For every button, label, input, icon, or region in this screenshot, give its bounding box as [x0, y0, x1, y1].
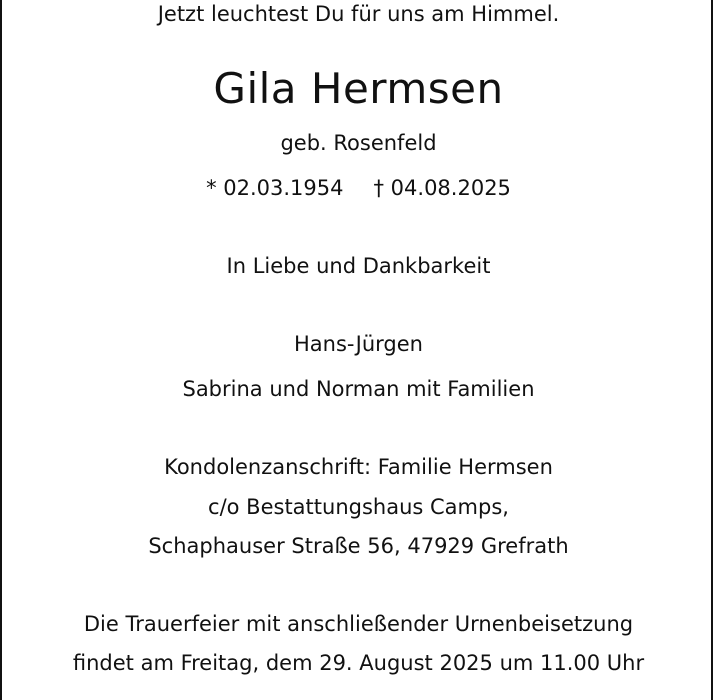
- condolence-address-line: c/o Bestattungshaus Camps,: [208, 495, 509, 519]
- condolence-address-line: Kondolenzanschrift: Familie Hermsen: [164, 455, 553, 479]
- life-dates: [0, 178, 717, 199]
- death-date: † 04.08.2025: [373, 176, 511, 200]
- mourner-line: Sabrina und Norman mit Familien: [182, 377, 535, 401]
- mourner-line: Hans-Jürgen: [294, 332, 423, 356]
- deceased-name: Gila Hermsen: [213, 64, 504, 113]
- maiden-name: geb. Rosenfeld: [280, 131, 437, 155]
- ceremony-line: Die Trauerfeier mit anschließender Urnenbeisetzung: [83, 612, 634, 636]
- condolence-address-line: Schaphauser Straße 56, 47929 Grefrath: [148, 534, 569, 558]
- intro-line: Jetzt leuchtest Du für uns am Himmel.: [157, 2, 560, 26]
- birth-date: * 02.03.1954: [206, 176, 344, 200]
- ceremony-line: findet am Freitag, dem 29. August 2025 um 11.00 Uhr: [72, 651, 645, 675]
- dedication-line: In Liebe und Dankbarkeit: [226, 254, 491, 278]
